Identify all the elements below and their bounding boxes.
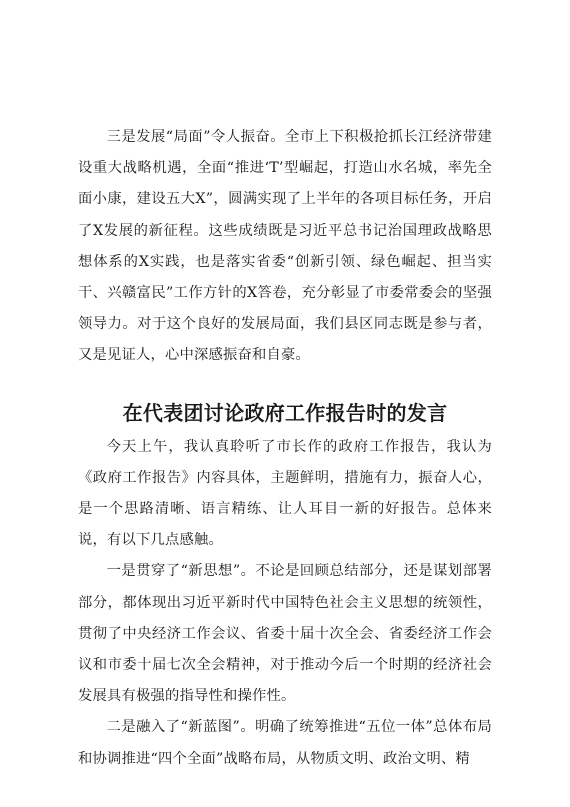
paragraph-opening: 今天上午，我认真聆听了市长作的政府工作报告，我认为《政府工作报告》内容具体，主题鲜明，措施有力，振奋人心，是一个思路清晰、语言精练、让人耳目一新的好报告。总体来说，有以下几点感触。 — [78, 438, 492, 549]
document-body — [78, 122, 492, 775]
paragraph-new-blueprint: 二是融入了“新蓝图”。明确了统筹推进“五位一体”总体布局和协调推进“四个全面”战略布局，从物质文明、政治文明、精 — [78, 719, 492, 767]
paragraph-new-thought: 一是贯穿了“新思想”。不论是回顾总结部分，还是谋划部署部分，都体现出习近平新时代中国特色社会主义思想的统领性，贯彻了中央经济工作会议、省委十届十次全会、省委经济工作会议和市委十届七次全会精神，对于推动今后一个时期的经济社会发展具有极强的指导性和操作性。 — [78, 563, 492, 705]
intro-paragraph: 三是发展“局面”令人振奋。全市上下积极抢抓长江经济带建设重大战略机遇，全面“推进‘T’型崛起，打造山水名城，率先全面小康，建设五大X”，圆满实现了上半年的各项目标任务，开启了X发展的新征程。这些成绩既是习近平总书记治国理政战略思想体系的X实践，也是落实省委“创新引领、绿色崛起、担当实干、兴赣富民”工作方针的X答卷，充分彰显了市委常委会的坚强领导力。对于这个良好的发展局面，我们县区同志既是参与者，又是见证人，心中深感振奋和自豪。 — [78, 129, 492, 364]
speech-title: 在代表团讨论政府工作报告时的发言 — [122, 400, 448, 425]
